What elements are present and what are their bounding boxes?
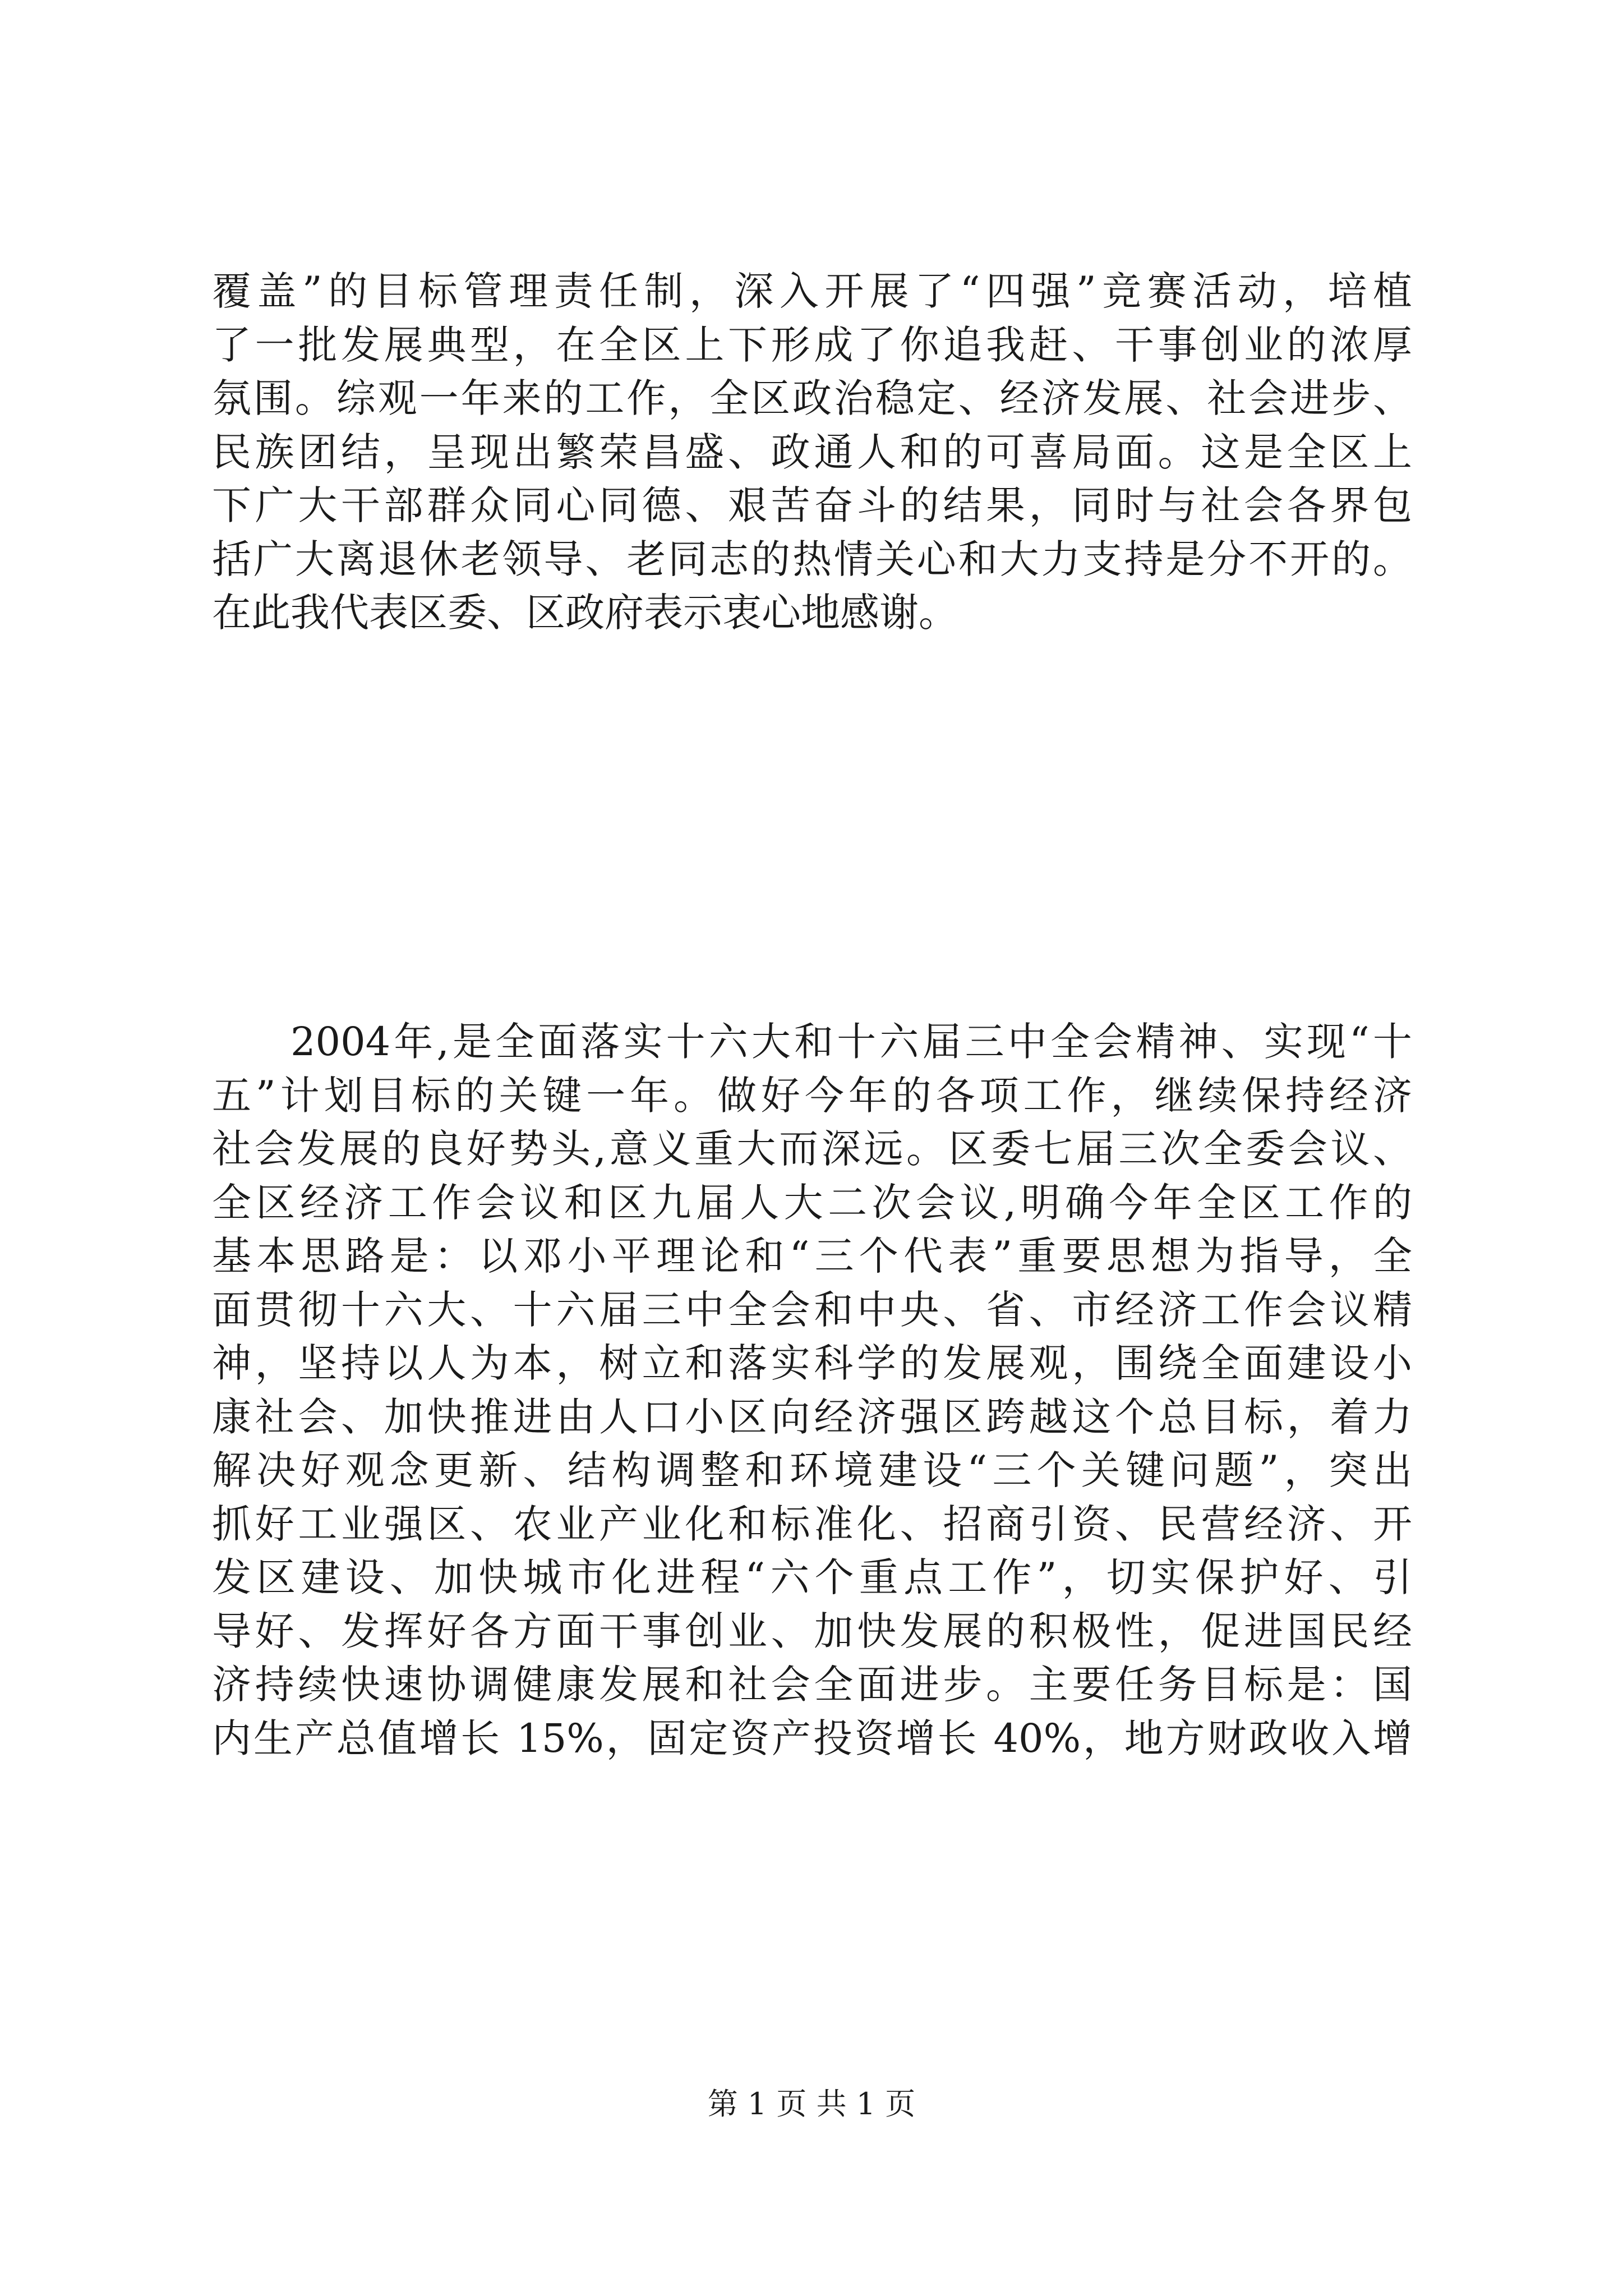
paragraph-continued [212, 265, 1412, 640]
text-line: 基本思路是：以邓小平理论和“三个代表”重要思想为指导，全 [212, 1233, 1412, 1279]
text-line: 2004年,是全面落实十六大和十六届三中全会精神、实现“十 [291, 1019, 1412, 1065]
text-line: 康社会、加快推进由人口小区向经济强区跨越这个总目标，着力 [212, 1393, 1412, 1440]
text-line: 五”计划目标的关键一年。做好今年的各项工作，继续保持经济 [212, 1072, 1412, 1119]
text-line: 在此我代表区委、区政府表示衷心地感谢。 [212, 590, 958, 636]
text-line: 覆盖”的目标管理责任制，深入开展了“四强”竞赛活动，培植 [212, 268, 1412, 314]
text-line: 全区经济工作会议和区九届人大二次会议,明确今年全区工作的 [212, 1179, 1412, 1226]
text-line: 民族团结，呈现出繁荣昌盛、政通人和的可喜局面。这是全区上 [212, 429, 1412, 475]
text-line: 抓好工业强区、农业产业化和标准化、招商引资、民营经济、开 [212, 1501, 1412, 1547]
text-line: 了一批发展典型，在全区上下形成了你追我赶、干事创业的浓厚 [212, 321, 1412, 368]
text-line: 济持续快速协调健康发展和社会全面进步。主要任务目标是：国 [212, 1662, 1412, 1708]
text-line: 神，坚持以人为本，树立和落实科学的发展观，围绕全面建设小 [212, 1340, 1412, 1386]
text-line: 发区建设、加快城市化进程“六个重点工作”，切实保护好、引 [212, 1554, 1412, 1600]
text-line: 括广大离退休老领导、老同志的热情关心和大力支持是分不开的。 [212, 536, 1412, 582]
text-line: 解决好观念更新、结构调整和环境建设“三个关键问题”，突出 [212, 1447, 1412, 1493]
text-line: 社会发展的良好势头,意义重大而深远。区委七届三次全委会议、 [212, 1126, 1412, 1172]
page-number-footer: 第 1 页 共 1 页 [707, 2086, 916, 2122]
text-line: 下广大干部群众同心同德、艰苦奋斗的结果，同时与社会各界包 [212, 482, 1412, 528]
text-line: 面贯彻十六大、十六届三中全会和中央、省、市经济工作会议精 [212, 1286, 1412, 1333]
text-line: 导好、发挥好各方面干事创业、加快发展的积极性，促进国民经 [212, 1608, 1412, 1654]
text-line: 内生产总值增长 15%，固定资产投资增长 40%，地方财政收入增 [212, 1715, 1412, 1761]
paragraph-2004 [212, 1015, 1412, 1765]
text-line: 氛围。综观一年来的工作，全区政治稳定、经济发展、社会进步、 [212, 375, 1412, 421]
